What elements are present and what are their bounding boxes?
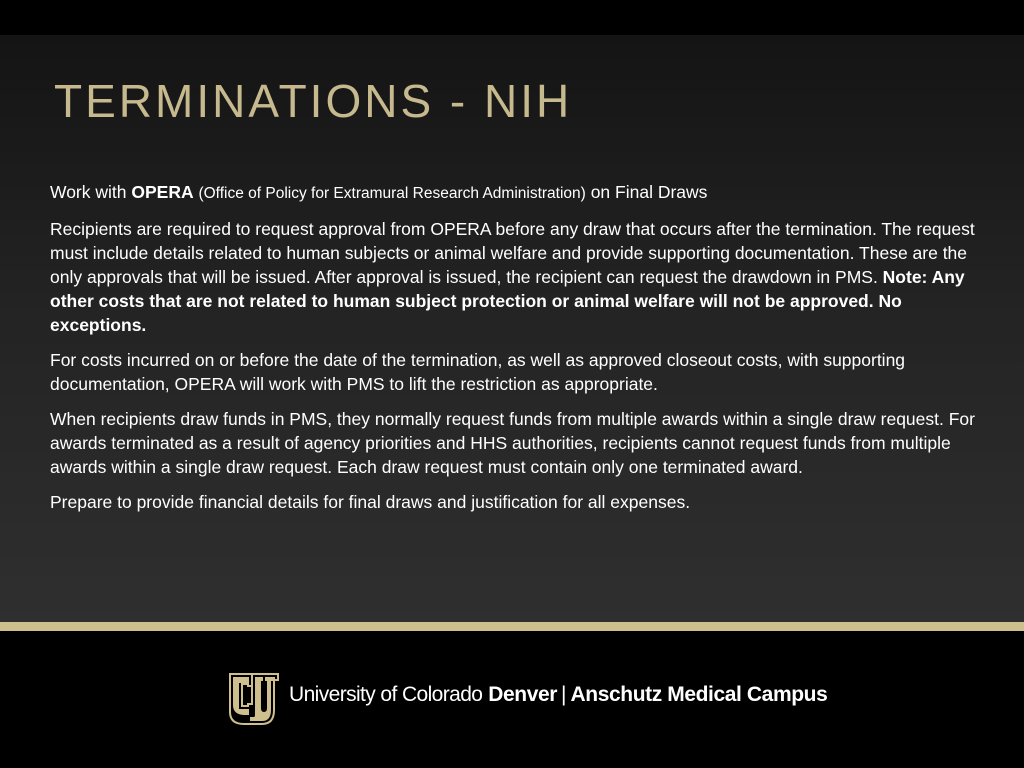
slide-body: [50, 180, 980, 525]
paragraph-approval: [50, 217, 980, 337]
opera-tail: on Final Draws: [590, 182, 708, 202]
paragraph-prepare: Prepare to provide financial details for final draws and justification for all expenses.: [50, 492, 691, 512]
wordmark-denver: Denver: [488, 683, 558, 706]
cu-logo-icon: [228, 670, 280, 726]
paragraph-costs: For costs incurred on or before the date of the termination, as well as approved closeout costs, with supporting documentation, OPERA will work with PMS to lift the restriction as appropriate.: [50, 350, 906, 394]
paragraph-opera: [50, 180, 980, 206]
gold-divider: [0, 622, 1024, 631]
opera-full-name: (Office of Policy for Extramural Research Administration): [198, 185, 586, 202]
wordmark-separator: |: [561, 683, 567, 706]
approval-note: Note: Any other costs that are not related to human subject protection or animal welfare will not be approved. No exceptions.: [50, 267, 965, 335]
slide-title: TERMINATIONS - NIH: [54, 75, 573, 127]
paragraph-draws: When recipients draw funds in PMS, they normally request funds from multiple awards within a single draw request. For awards terminated as a result of agency priorities and HHS authorities, recipients cannot request funds from multiple awards within a single draw request. Each draw request must contain only one terminated award.: [50, 409, 975, 477]
wordmark-university: University of Colorado: [289, 683, 483, 706]
university-wordmark: [289, 680, 827, 710]
opera-acronym: OPERA: [131, 182, 194, 202]
approval-text: Recipients are required to request approval from OPERA before any draw that occurs after the termination. The request must include details related to human subjects or animal welfare and provide supporting documentation. These are the only approvals that will be issued. After approval is issued, the recipient can request the drawdown in PMS.: [50, 219, 975, 287]
wordmark-campus: Anschutz Medical Campus: [570, 683, 828, 706]
opera-lead: Work with: [50, 182, 132, 202]
